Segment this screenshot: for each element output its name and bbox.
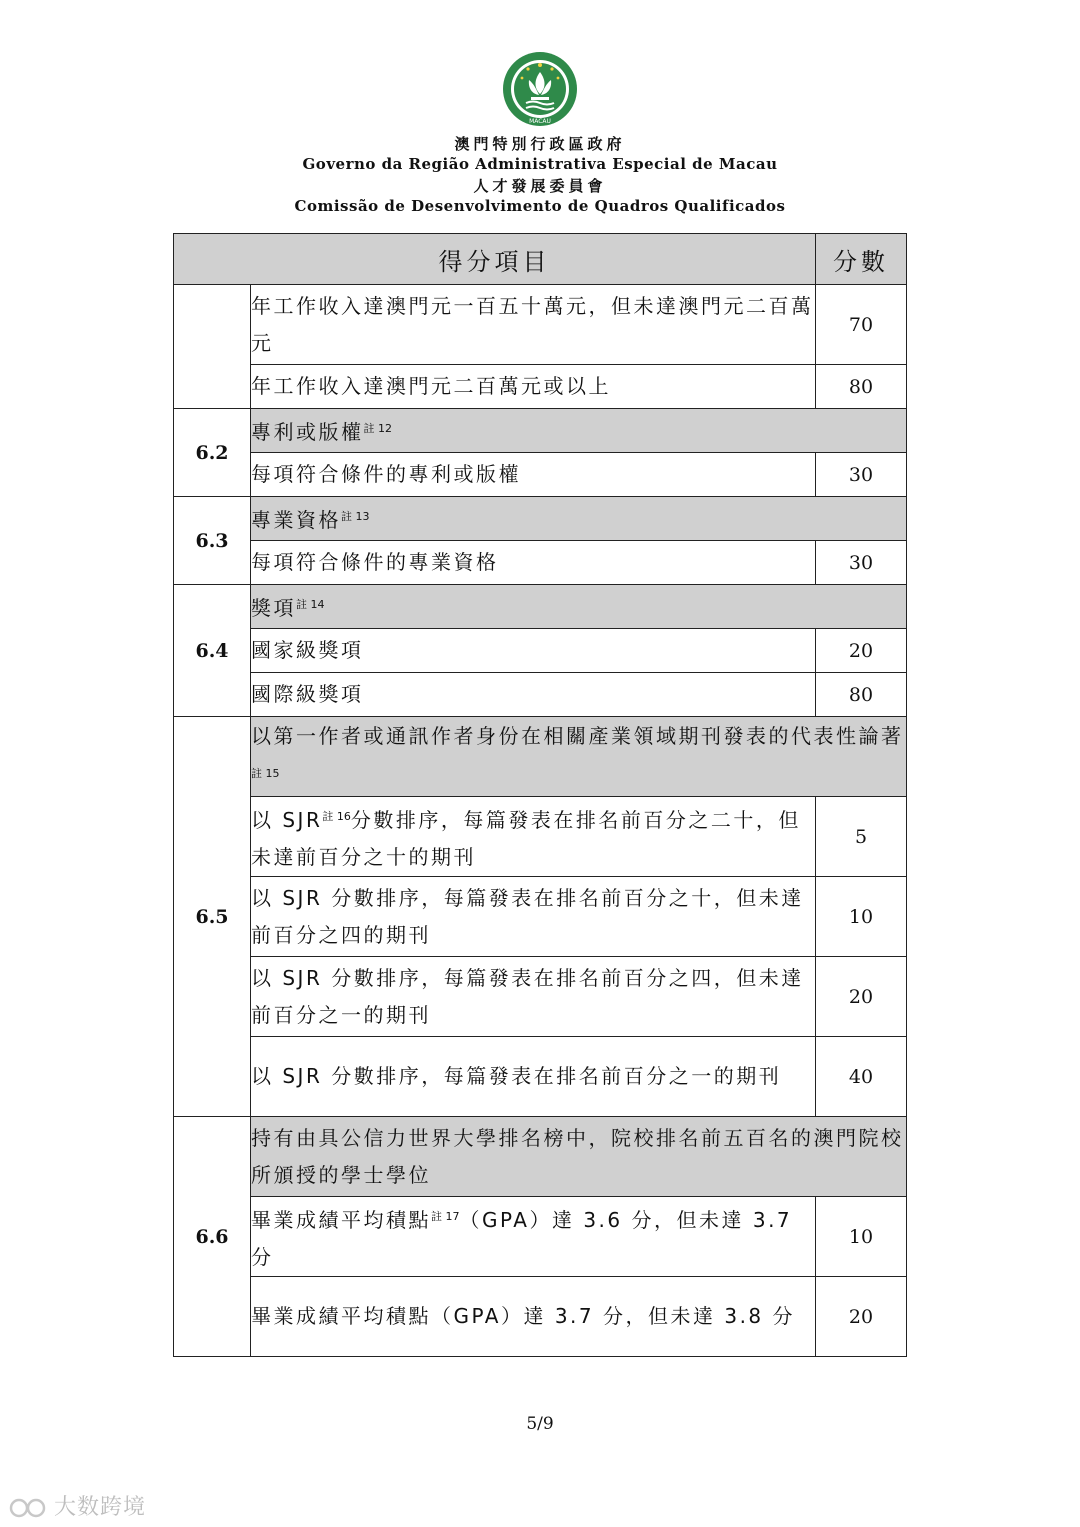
score-cell: 80 <box>816 365 907 409</box>
table-row <box>174 285 907 365</box>
footnote-marker: 註 13 <box>341 510 370 523</box>
table-row <box>174 453 907 497</box>
footnote-marker: 註 17 <box>431 1209 460 1223</box>
watermark <box>8 1490 146 1521</box>
table-header-row <box>174 234 907 285</box>
category-cell: 專利或版權$^{註 12}$ <box>251 409 907 453</box>
committee-name-pt: Comissão de Desenvolvimento de Quadros Qualificados <box>294 197 786 215</box>
page-number: 5/9 <box>526 1414 554 1434</box>
criterion-cell: 年工作收入達澳門元一百五十萬元，但未達澳門元二百萬元 <box>251 285 816 365</box>
section-number-cell: 6.3 <box>174 497 251 585</box>
criterion-cell: 以 $SJR^{註 16}$分數排序，每篇發表在排名前百分之二十，但未達前百分之十的期刊 <box>251 797 816 877</box>
table-row <box>174 1117 907 1197</box>
criterion-cell: 以 SJR 分數排序，每篇發表在排名前百分之一的期刊 <box>251 1037 816 1117</box>
score-cell: 30 <box>816 453 907 497</box>
table-row <box>174 877 907 957</box>
table-row <box>174 717 907 797</box>
score-cell: 10 <box>816 877 907 957</box>
section-number-cell: 6.6 <box>174 1117 251 1357</box>
category-cell: 專業資格$^{註 13}$ <box>251 497 907 541</box>
macau-emblem-icon <box>501 50 579 128</box>
criterion-cell: 以 SJR 分數排序，每篇發表在排名前百分之四，但未達前百分之一的期刊 <box>251 957 816 1037</box>
svg-text:MACAU: MACAU <box>529 118 551 125</box>
criterion-cell: 年工作收入達澳門元二百萬元或以上 <box>251 365 816 409</box>
table-row <box>174 629 907 673</box>
criterion-cell: 每項符合條件的專利或版權 <box>251 453 816 497</box>
score-cell: 40 <box>816 1037 907 1117</box>
criterion-cell: 畢業成績平均積點（GPA）達 3.7 分，但未達 3.8 分 <box>251 1277 816 1357</box>
score-cell: 20 <box>816 957 907 1037</box>
table-row <box>174 497 907 541</box>
score-cell: 10 <box>816 1197 907 1277</box>
table-row <box>174 1037 907 1117</box>
document-header <box>0 50 1080 216</box>
category-cell: 以第一作者或通訊作者身份在相關產業領域期刊發表的代表性論著$^{註 15}$ <box>251 717 907 797</box>
table-row <box>174 673 907 717</box>
score-cell: 5 <box>816 797 907 877</box>
gov-name-cn: 澳門特別行政區政府 <box>454 135 626 153</box>
section-number-cell: 6.4 <box>174 585 251 717</box>
criterion-cell: 每項符合條件的專業資格 <box>251 541 816 585</box>
score-cell: 80 <box>816 673 907 717</box>
score-cell: 70 <box>816 285 907 365</box>
column-header-item: 得分項目 <box>174 234 816 285</box>
footnote-marker: 註 12 <box>363 422 392 435</box>
table-row <box>174 797 907 877</box>
table-row <box>174 1277 907 1357</box>
score-cell: 20 <box>816 629 907 673</box>
section-number-cell <box>174 285 251 409</box>
table-row <box>174 957 907 1037</box>
score-cell: 20 <box>816 1277 907 1357</box>
category-cell: 獎項$^{註 14}$ <box>251 585 907 629</box>
table-row <box>174 409 907 453</box>
section-number-cell: 6.5 <box>174 717 251 1117</box>
table-row <box>174 1197 907 1277</box>
criterion-cell: 畢業成績平均積點$^{註 17}$（GPA）達 3.6 分，但未達 3.7 分 <box>251 1197 816 1277</box>
column-header-score: 分數 <box>816 234 907 285</box>
section-number-cell: 6.2 <box>174 409 251 497</box>
table-row <box>174 585 907 629</box>
table-row <box>174 541 907 585</box>
watermark-text: 大数跨境 <box>54 1495 147 1520</box>
gov-name-pt: Governo da Região Administrativa Especial de Macau <box>302 155 778 173</box>
footnote-marker: 註 16 <box>322 809 351 823</box>
table-row <box>174 365 907 409</box>
scoring-table <box>173 233 907 1357</box>
criterion-cell: 以 SJR 分數排序，每篇發表在排名前百分之十，但未達前百分之四的期刊 <box>251 877 816 957</box>
footnote-marker: 註 14 <box>296 598 325 611</box>
committee-name-cn: 人才發展委員會 <box>473 177 607 195</box>
score-cell: 30 <box>816 541 907 585</box>
criterion-cell: 國家級獎項 <box>251 629 816 673</box>
category-cell: 持有由具公信力世界大學排名榜中，院校排名前五百名的澳門院校所頒授的學士學位 <box>251 1117 907 1197</box>
criterion-cell: 國際級獎項 <box>251 673 816 717</box>
footnote-marker: 註 15 <box>251 766 280 780</box>
watermark-logo-icon <box>8 1497 50 1519</box>
